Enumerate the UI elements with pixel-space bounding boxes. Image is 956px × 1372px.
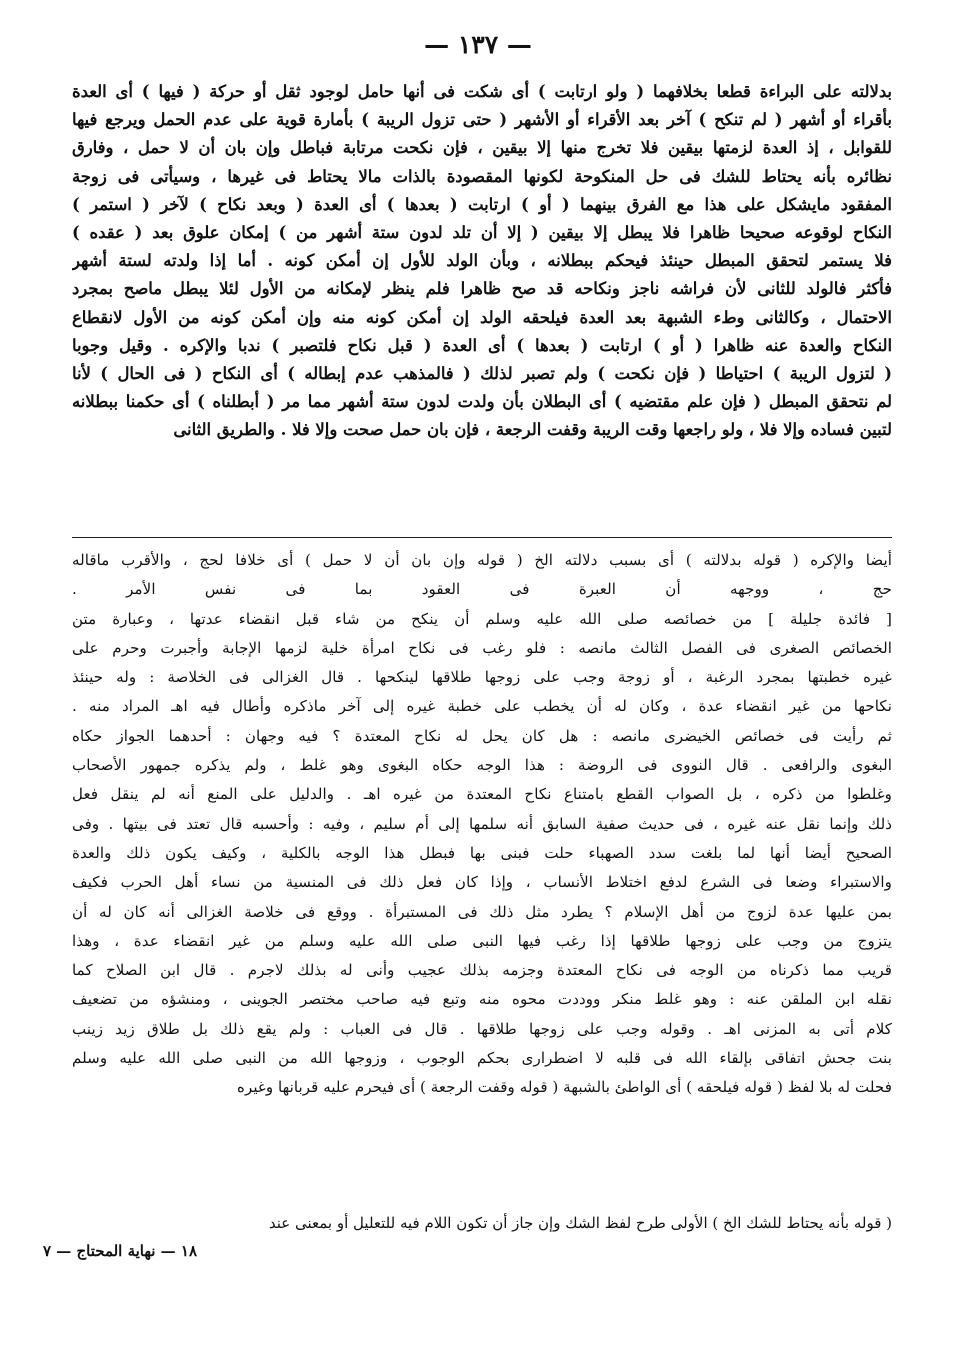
- main-text-line: فأكثر فالولد للثانى لأن فراشه ناجز ونكاحه قد صح ظاهرا فلم ينظر لإمكانه من الأول لئلا يبطل ماصح بمجرد: [72, 279, 892, 299]
- main-text-line: لتبين فساده وإلا فلا ، ولو راجعها وقت الريبة وقفت الرجعة ، فإن بان حمل صحت وإلا فلا . والطريق الثانى: [173, 420, 892, 440]
- main-text-line: المفقود مايشكل على هذا مع الفرق بينهما ( أو ) ارتابت ( بعدها ) أى العدة ( وبعد نكاح ) لآخر ( استمر ): [72, 194, 892, 214]
- commentary-line: الخصائص الصغرى فى الفصل الثالث مانصه : فلو رغب فى نكاح امرأة خلية لزمها الإجابة وأجبرت وحرم على: [72, 638, 892, 657]
- commentary-line: غيره خطبتها بمجرد الرغبة ، أو زوجة وجب على زوجها طلاقها لينكحها . قال الغزالى فى الخلاصة : وله حينئذ: [72, 668, 892, 687]
- commentary-line: أيضا والإكره ( قوله بدلالته ) أى بسبب دلالته الخ ( قوله وإن بان أن لا حمل ) أى خلافا لحج ، والأقرب ماقاله: [72, 551, 892, 569]
- commentary-line: نكاحها من غير انقضاء عدة ، وكان له أن يخطب على خطبة غيره إلى آخر ماذكره وأطال فيه اهـ المراد منه .: [72, 697, 892, 716]
- main-text-block: [72, 78, 892, 444]
- commentary-line: البغوى والرافعى . قال النووى فى الروضة : هذا الوجه حكاه البغوى وهو غلط ، ولم يذكره جمهور الأصحاب: [72, 756, 892, 775]
- commentary-line: قريب مما ذكرناه من الوجه فى نكاح المعتدة وجزمه بذلك عجيب وأنى له بذلك لاجرم . قال ابن الصلاح كما: [72, 961, 892, 980]
- commentary-line: حج ، ووجهه أن العبرة فى العقود بما فى نفس الأمر .: [72, 580, 892, 599]
- commentary-line: وغلطوا من ذكره ، بل الصواب القطع بامتناع نكاح المعتدة من غيره اهـ . والدليل على المنع أنه لم ينقل فعل: [72, 785, 892, 804]
- main-text-line: نظائره بأنه يحتاط للشك فى حل المنكوحة لكونها المقصودة بالذات مالا يحتاط فى غيرها ، وسيأتى فى زوجة: [72, 166, 892, 186]
- commentary-line: نقله ابن الملقن عنه : وهو غلط منكر ووددت محوه منه وتبع فيه صاحب مختصر الجوينى ، ومنشؤه من تضعيف: [72, 990, 892, 1009]
- footnote: ( قوله بأنه يحتاط للشك الخ ) الأولى طرح لفظ الشك وإن جاز أن تكون اللام فيه للتعليل أو بمعنى عند: [268, 1214, 892, 1232]
- separator-rule: [72, 537, 892, 538]
- commentary-line: [ فائدة جليلة ] من خصائصه صلى الله عليه وسلم أن ينكح من شاء قبل انقضاء عدتها ، وعبارة متن: [72, 609, 892, 628]
- main-text-line: النكاح والعدة عنه ظاهرا ( أو ) ارتابت ( بعدها ) أى العدة ( قبل نكاح فلتصبر ) ندبا والإكره . وقيل وجوبا: [72, 335, 892, 355]
- commentary-line: كلام أتى به المزنى اهـ . وقوله وجب على زوجها طلاقها . قال فى العباب : ولم يقع ذلك بل طلاق زيد زينب: [72, 1019, 892, 1038]
- commentary-line: والاستبراء وضعا فى الشرع لدفع اختلاط الأنساب ، وإذا كان فعل ذلك فى المنسية من نساء أهل الحرب فكيف: [72, 873, 892, 892]
- commentary-line: ذلك وإنما نقل عنه غيره ، فى حديث صفية السابق أنه سلمها إلى أم سليم ، وفيه : وأحسبه قال تعتد فى بيتها . وفى: [72, 814, 892, 833]
- main-text-line: للقوابل ، إذ العدة لزمتها بيقين فلا تخرج منها إلا بيقين ، فإن نكحت مرتابة فباطل وإن بان أن لا حمل ، وفارق: [72, 138, 892, 158]
- printer-signature: ١٨ — نهاية المحتاج — ٧: [42, 1242, 198, 1260]
- commentary-line: الصحيح أيضا أنها لما بلغت سدد الصهباء حلت فبنى بها فبطل هذا الوجه بالكلية ، وكيف يكون ذلك والعدة: [72, 843, 892, 862]
- commentary-line: يتزوج من وجب على زوجها طلاقها إذا رغب فيها النبى صلى الله عليه وسلم من غير انقضاء عدة ، وهذا: [72, 931, 892, 950]
- commentary-line: بنت جحش اتفاقى بإلقاء الله فى قلبه لا اضطرارى بحكم الوجوب ، وزوجها الله من النبى صلى الله عليه وسلم: [72, 1049, 892, 1068]
- main-text-line: بدلالته على البراءة قطعا بخلافهما ( ولو ارتابت ) أى شكت فى أنها حامل لوجود ثقل أو حركة ( فيها ) أى العدة: [72, 82, 892, 101]
- commentary-block: [72, 546, 892, 1103]
- main-text-line: لم نتحقق المبطل ( فإن علم مقتضيه ) أى البطلان بأن ولدت لدون ستة أشهر مما مر ( أبطلناه ) أى حكمنا ببطلانه: [72, 392, 892, 412]
- main-text-line: النكاح لوقوعه صحيحا ظاهرا فلا يبطل إلا بيقين ( إلا أن تلد لدون ستة أشهر من ) إمكان علوق بعد ( عقده ): [72, 222, 892, 242]
- commentary-line: بمن عليها عدة لزوج من أهل الإسلام ؟ يطرد مثل ذلك فى المستبرأة . ووقع فى خلاصة الغزالى أنه كان له أن: [72, 902, 892, 921]
- main-text-line: ( لتزول الريبة ) احتياطا ( فإن نكحت ) ولم تصبر لذلك ( فالمذهب عدم إبطاله ) أى النكاح ( فى الحال ) لأنا: [72, 363, 892, 383]
- commentary-line: فحلت له بلا لفظ ( قوله فيلحقه ) أى الواطئ بالشبهة ( قوله وقفت الرجعة ) أى فيحرم عليه قربانها وغيره: [237, 1078, 892, 1097]
- main-text-line: الاحتمال ، وكالثانى وطء الشبهة بعد العدة فيلحقه الولد إن أمكن كونه منه وإن أمكن كونه من الأول لانقطاع: [72, 307, 892, 327]
- commentary-line: ثم رأيت فى خصائص الخيضرى مانصه : هل كان يحل له نكاح المعتدة ؟ فيه وجهان : أحدهما الجواز حكاه: [72, 726, 892, 745]
- main-text-line: فلا يستمر لتحقق المبطل حينئذ فيحكم ببطلانه ، وبأن الولد للأول إن أمكن كونه . أما إذا ولدته لستة أشهر: [72, 251, 892, 271]
- main-text-line: بأقراء أو أشهر ( لم تنكح ) آخر بعد الأقراء أو الأشهر ( حتى تزول الريبة ) بأمارة قوية على عدم الحمل ويرجع فيها: [72, 110, 892, 130]
- page-number: — ١٣٧ —: [424, 30, 532, 59]
